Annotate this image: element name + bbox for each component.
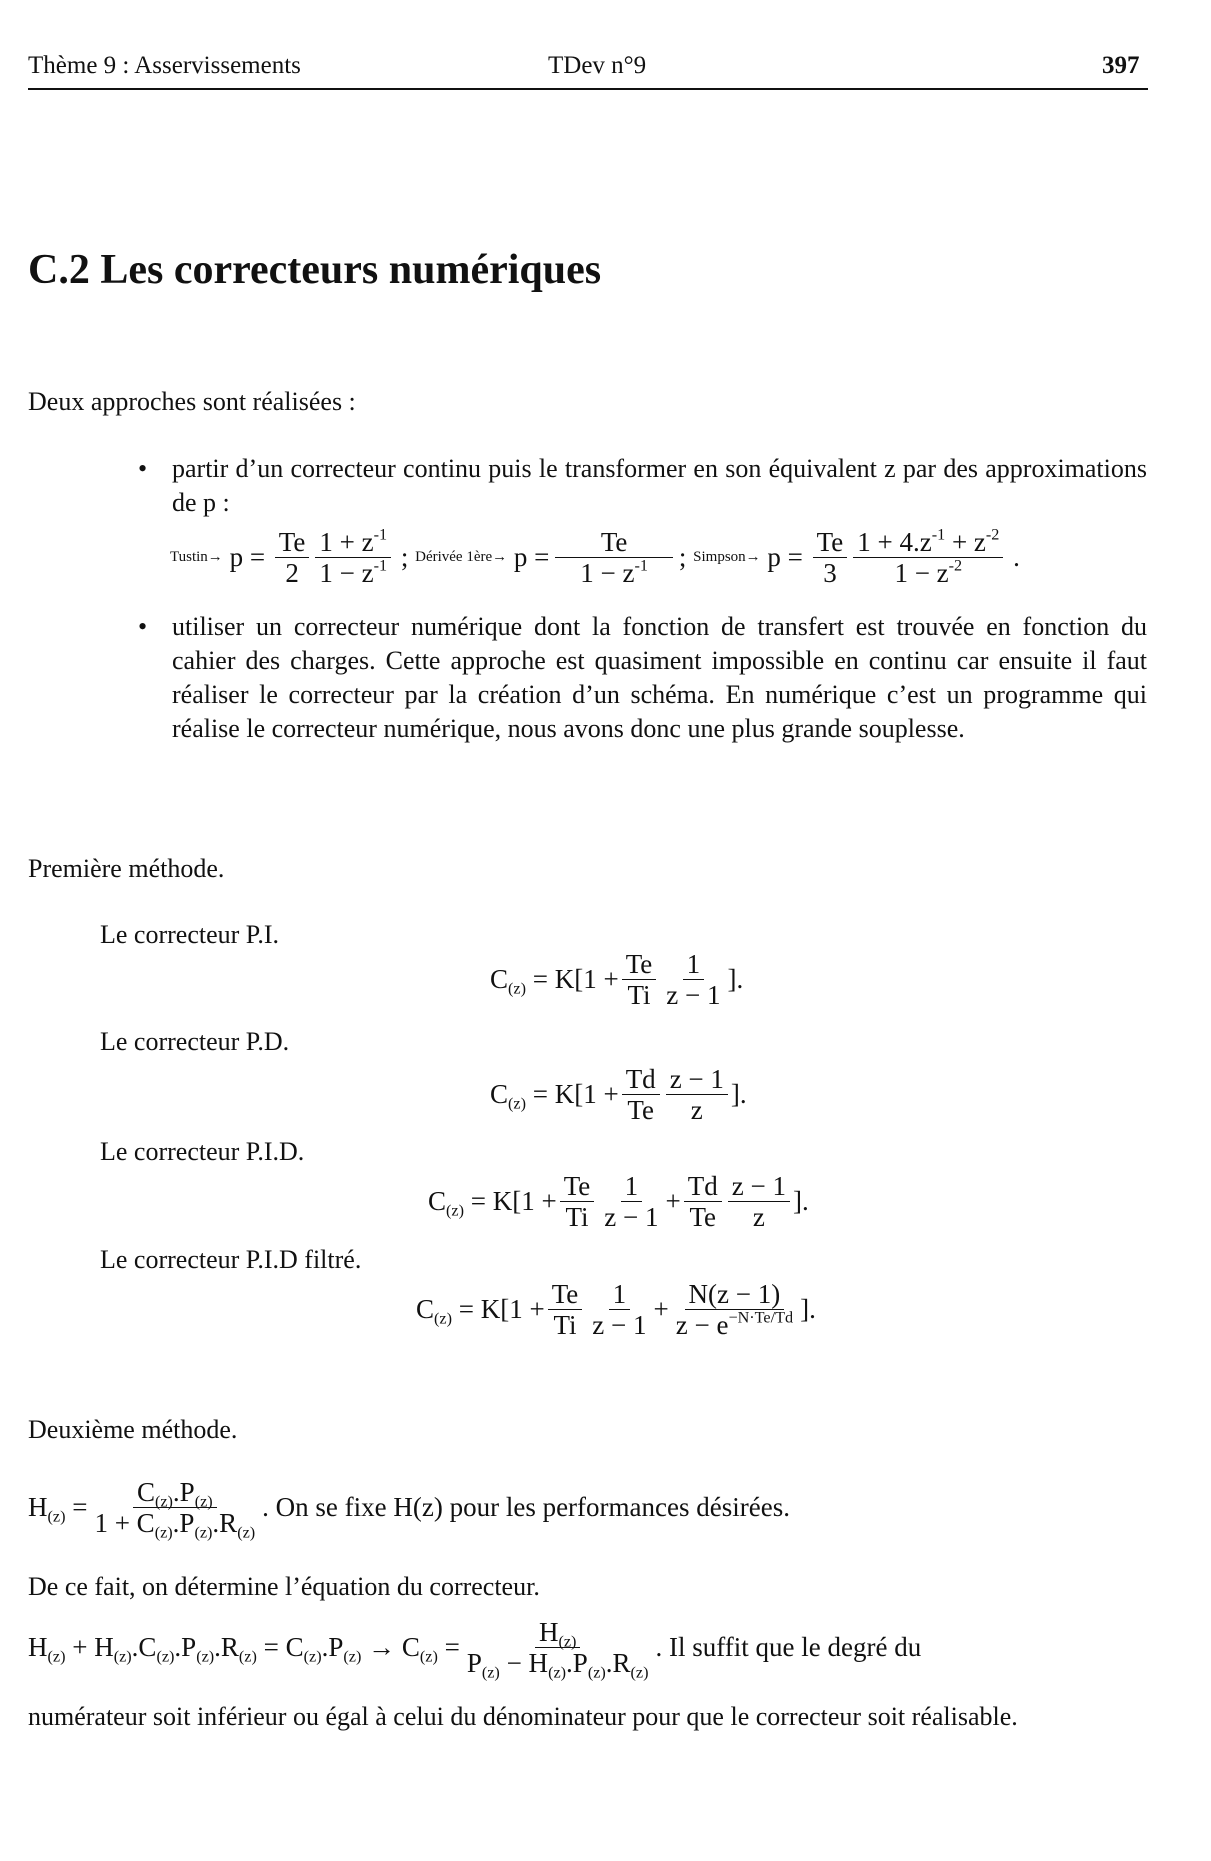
bullet-dot: •: [138, 612, 148, 641]
label-pid-filtre: Le correcteur P.I.D filtré.: [100, 1245, 362, 1274]
simpson-label: Simpson→: [693, 549, 761, 566]
tustin-label: Tustin→: [170, 549, 223, 566]
formula-pid: $C_{(z)} = K[1$ + $\frac{Te}{Ti}$ $\frac{1}{z - 1}$ + $\frac{Td}{Te}$ $\frac{z - 1}{z}$ ].: [428, 1171, 809, 1233]
bullet-dot: •: [138, 454, 148, 483]
methode2-line1-text: . On se fixe H(z) pour les performances désirées.: [262, 1492, 790, 1523]
formula-h: $H_{(z)}$ = $\frac{C_{(z)}.P_{(z)}}{1 + C_{(z)}.P_{(z)}.R_{(z)}}$ . On se fixe H(z) pour les performances désirées.: [28, 1477, 790, 1542]
bullet-1-text: partir d’un correcteur continu puis le transformer en son équivalent z par des approximations de p :: [172, 454, 1147, 517]
derivee-label: Dérivée 1ère→: [415, 549, 508, 566]
formula-correcteur: $H_{(z)} + H_{(z)}.C_{(z)}.P_{(z)}.R_{(z)} = C_{(z)}.P_{(z)} \to C_{(z)}$ = $\frac{H_{(z)}}{P_{(z)} - H_{(z)}.P_{(z)}.R_{(z)}}$ . Il suffit que le degré du: [28, 1617, 922, 1682]
formula-pid-filtre: $C_{(z)} = K[1$ + $\frac{Te}{Ti}$ $\frac{1}{z - 1}$ + $\frac{N(z - 1)}{z - e^{-N\cdot Te/Td}}$ ].: [416, 1279, 816, 1341]
header-td: TDev n°9: [548, 52, 647, 79]
formula-pd: $C_{(z)} = K[1$ + $\frac{Td}{Te}$ $\frac{z - 1}{z}$ ].: [490, 1064, 747, 1126]
intro-text: Deux approches sont réalisées :: [28, 387, 356, 416]
methode-1-title: Première méthode.: [28, 854, 225, 883]
header-rule: [28, 88, 1148, 90]
header-chapter: Thème 9 : Asservissements: [28, 52, 301, 79]
label-pid: Le correcteur P.I.D.: [100, 1137, 305, 1166]
methode2-line4: numérateur soit inférieur ou égal à celui du dénominateur pour que le correcteur soit réalisable.: [28, 1702, 1018, 1731]
formula-pi: $C_{(z)} = K[1$ + $\frac{Te}{Ti}$ $\frac{1}{z - 1}$ ].: [490, 949, 744, 1011]
methode2-line3-text: . Il suffit que le degré du: [655, 1632, 922, 1663]
label-pi: Le correcteur P.I.: [100, 920, 280, 949]
approx-formulas: Tustin→ p = $\frac{Te}{2}$ $\frac{1 + z^{-1}}{1 - z^{-1}}$ ; Dérivée 1ère→ p = $\frac{Te}{1 - z^{-1}}$ ; Simpson→ p = $\frac{Te}{3}$ $\frac{1 + 4.z^{-1} + z^{-2}}{1 - z^{-2}}$ .: [170, 525, 1020, 589]
methode-2-title: Deuxième méthode.: [28, 1415, 238, 1444]
page-number: 397: [1102, 52, 1140, 79]
label-pd: Le correcteur P.D.: [100, 1027, 290, 1056]
section-title: C.2 Les correcteurs numériques: [28, 247, 602, 293]
methode2-line2: De ce fait, on détermine l’équation du correcteur.: [28, 1572, 540, 1601]
bullet-2-text: utiliser un correcteur numérique dont la fonction de transfert est trouvée en fonction du cahier des charges. Cette approche est quasiment impossible en continu car ensuite il faut réaliser le correcteur par la création d’un schéma. En numérique c’est un programme qui réalise le correcteur numérique, nous avons donc une plus grande souplesse.: [172, 612, 1147, 743]
